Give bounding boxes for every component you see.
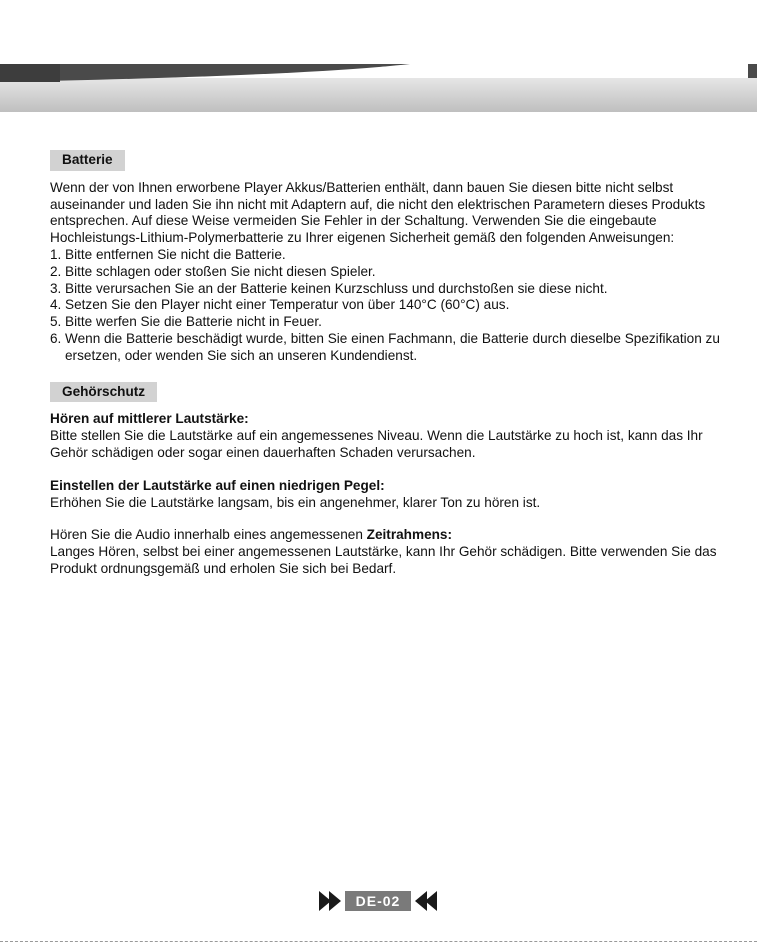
list-item-number: 5. <box>50 314 62 330</box>
list-item-text: Bitte verursachen Sie an der Batterie keinen Kurzschluss und durchstoßen sie diese nicht. <box>65 280 608 296</box>
list-item-text: Bitte werfen Sie die Batterie nicht in Feuer. <box>65 314 322 330</box>
list-item <box>50 314 720 331</box>
hearing-heading-low-level: Einstellen der Lautstärke auf einen niedrigen Pegel: <box>50 477 385 493</box>
list-item <box>50 281 720 298</box>
bottom-divider <box>0 941 757 944</box>
hearing-heading-medium-volume: Hören auf mittlerer Lautstärke: <box>50 411 249 427</box>
list-item <box>50 331 720 365</box>
hearing-line-timeframe <box>50 527 720 544</box>
battery-intro: Wenn der von Ihnen erworbene Player Akkus/Batterien enthält, dann bauen Sie diesen bitte nicht selbst auseinander und laden Sie ihn nicht mit Adaptern auf, die nicht den elektrischen Parametern dieses Produkts entsprechen. Auf diese Weise vermeiden Sie Fehler in der Schaltung. Verwenden Sie die eingebaute Hochleistungs-Lithium-Polymerbatterie zu Ihrer eigenen Sicherheit gemäß den folgenden Anweisungen: <box>50 179 706 246</box>
hearing-text-medium-volume: Bitte stellen Sie die Lautstärke auf ein angemessenes Niveau. Wenn die Lautstärke zu hoch ist, kann das Ihr Gehör schädigen oder sogar einen dauerhaften Schaden verursachen. <box>50 428 703 460</box>
list-item-text: Bitte schlagen oder stoßen Sie nicht diesen Spieler. <box>65 263 376 279</box>
list-item-number: 2. <box>50 263 62 279</box>
list-item-text: Wenn die Batterie beschädigt wurde, bitten Sie einen Fachmann, die Batterie durch dieselbe Spezifikation zu ersetzen, oder wenden Sie sich an unseren Kundendienst. <box>65 330 720 363</box>
hearing-timeframe-lead: Hören Sie die Audio innerhalb eines angemessenen <box>50 527 367 543</box>
list-item-number: 3. <box>50 280 62 296</box>
list-item <box>50 247 720 264</box>
list-item-number: 4. <box>50 297 62 313</box>
page-content <box>50 150 720 578</box>
section-label-hearing: Gehörschutz <box>50 382 157 403</box>
header-banner <box>0 60 757 112</box>
hearing-heading-timeframe: Zeitrahmens: <box>366 527 453 543</box>
list-item-text: Bitte entfernen Sie nicht die Batterie. <box>65 246 286 262</box>
list-item-text: Setzen Sie den Player nicht einer Temperatur von über 140°C (60°C) aus. <box>65 297 510 313</box>
list-item <box>50 264 720 281</box>
hearing-text-low-level: Erhöhen Sie die Lautstärke langsam, bis ein angenehmer, klarer Ton zu hören ist. <box>50 494 541 510</box>
page-number: DE-02 <box>355 893 401 909</box>
list-item <box>50 297 720 314</box>
list-item-number: 1. <box>50 246 62 262</box>
section-label-battery: Batterie <box>50 150 125 171</box>
list-item-number: 6. <box>50 330 62 346</box>
page-number-badge <box>319 888 439 914</box>
battery-instructions-list <box>50 247 720 365</box>
hearing-text-timeframe: Langes Hören, selbst bei einer angemessenen Lautstärke, kann Ihr Gehör schädigen. Bitte verwenden Sie das Produkt ordnungsgemäß und erholen Sie sich bei Bedarf. <box>50 544 717 576</box>
